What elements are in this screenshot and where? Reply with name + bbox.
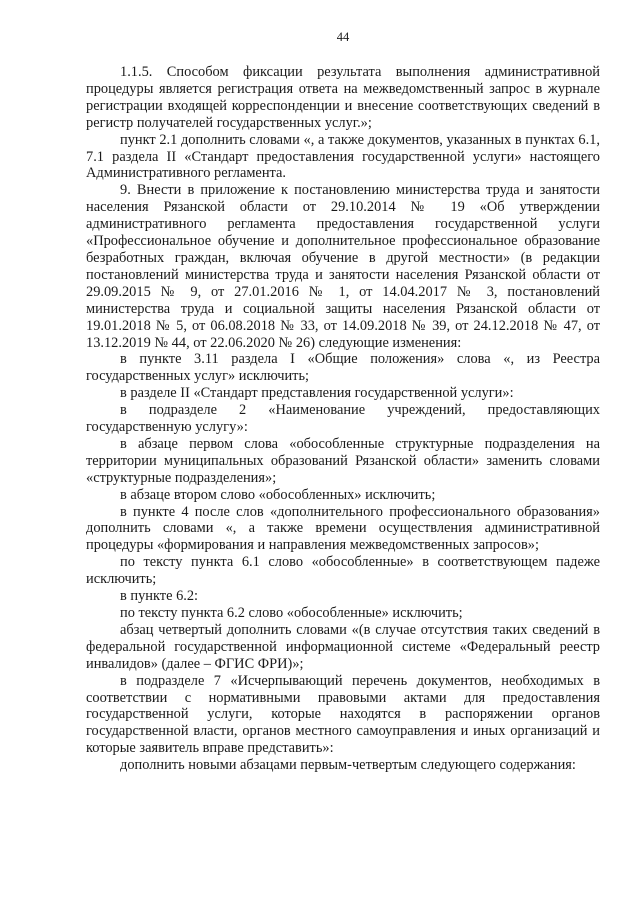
paragraph-first-abzac: в абзаце первом слова «обособленные структурные подразделения на территории муниципальных образований Рязанской области» заменить словами «структурные подразделения»;	[86, 435, 600, 486]
paragraph-subsection-7: в подразделе 7 «Исчерпывающий перечень документов, необходимых в соответствии с нормативными правовыми актами для предоставления государственной услуги, которые находятся в распоряжении органов государственной власти, органов местного самоуправления и иных организаций и которые заявитель вправе представить»:	[86, 672, 600, 757]
paragraph-section-2: в разделе II «Стандарт представления государственной услуги»:	[120, 385, 514, 402]
document-body	[86, 64, 600, 774]
paragraph-second-abzac: в абзаце втором слово «обособленных» исключить;	[120, 486, 436, 503]
paragraph-fourth-abzac: абзац четвертый дополнить словами «(в случае отсутствия таких сведений в федеральной государственной информационной системе «Федеральный реестр инвалидов» (далее – ФГИС ФРИ)»;	[86, 621, 600, 672]
paragraph-punkt-2-1: пункт 2.1 дополнить словами «, а также документов, указанных в пунктах 6.1, 7.1 раздела II «Стандарт предоставления государственной услуги» настоящего Административного регламента.	[86, 131, 600, 182]
paragraph-punkt-6-2-text: по тексту пункта 6.2 слово «обособленные» исключить;	[120, 605, 463, 621]
paragraph-punkt-6-1: по тексту пункта 6.1 слово «обособленные» в соответствующем падеже исключить;	[86, 554, 600, 588]
page-number: 44	[336, 30, 350, 44]
paragraph-punkt-6-2: в пункте 6.2:	[120, 588, 199, 605]
paragraph-new-abzacs: дополнить новыми абзацами первым-четвертым следующего содержания:	[120, 757, 576, 774]
paragraph-subsection-2: в подразделе 2 «Наименование учреждений, предоставляющих государственную услугу»:	[86, 402, 600, 436]
paragraph-item-9: 9. Внести в приложение к постановлению министерства труда и занятости населения Рязанской области от 29.10.2014 № 19 «Об утверждении административного регламента предоставления государственной услуги «Профессиональное обучение и дополнительное профессиональное образование безработных граждан, включая обучение в другой местности» (в редакции постановлений министерства труда и занятости населения Рязанской области от 29.09.2015 № 9, от 27.01.2016 № 1, от 14.04.2017 № 3, постановлений министерства труда и социальной защиты населения Рязанской области от 19.01.2018 № 5, от 06.08.2018 № 33, от 14.09.2018 № 39, от 24.12.2018 № 47, от 13.12.2019 № 44, от 22.06.2020 № 26) следующие изменения:	[86, 182, 600, 351]
paragraph-punkt-3-11: в пункте 3.11 раздела I «Общие положения» слова «, из Реестра государственных услуг» исключить;	[86, 351, 600, 385]
paragraph-punkt-4: в пункте 4 после слов «дополнительного профессионального образования» дополнить словами «, а также времени осуществления административной процедуры «формирования и направления межведомственных запросов»;	[86, 503, 600, 554]
paragraph-1-1-5: 1.1.5. Способом фиксации результата выполнения административной процедуры является регистрация ответа на межведомственный запрос в журнале регистрации входящей корреспонденции и внесение соответствующих сведений в регистр получателей государственных услуг.»;	[86, 64, 600, 131]
